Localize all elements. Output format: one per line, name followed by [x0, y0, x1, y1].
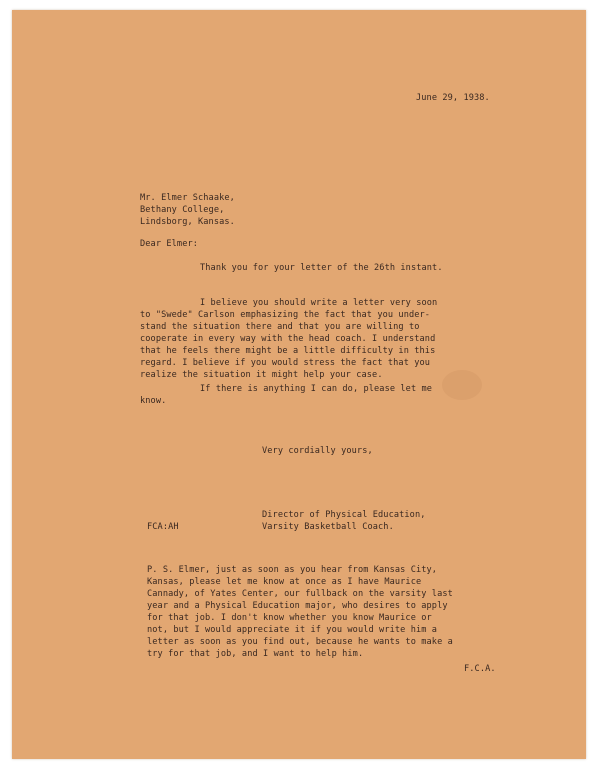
paragraph-2-line: that he feels there might be a little difficulty in this — [140, 346, 436, 356]
recipient-name: Mr. Elmer Schaake, — [140, 193, 235, 203]
recipient-city: Lindsborg, Kansas. — [140, 217, 235, 227]
postscript-line: for that job. I don't know whether you know Maurice or — [147, 613, 432, 623]
signature-title: Varsity Basketball Coach. — [262, 522, 394, 532]
paragraph-2-line: cooperate in every way with the head coach. I understand — [140, 334, 436, 344]
paragraph-2-line: regard. I believe if you would stress the fact that you — [140, 358, 431, 368]
postscript-line: Kansas, please let me know at once as I have Maurice — [147, 577, 422, 587]
paragraph-1: Thank you for your letter of the 26th instant. — [200, 263, 443, 273]
postscript-line: Cannady, of Yates Center, our fullback on the varsity last — [147, 589, 453, 599]
paragraph-2-line: realize the situation it might help your case. — [140, 370, 383, 380]
salutation: Dear Elmer: — [140, 239, 199, 249]
postscript-line: year and a Physical Education major, who desires to apply — [147, 601, 448, 611]
paper-stain — [442, 370, 482, 400]
postscript-line: try for that job, and I want to help him. — [147, 649, 364, 659]
paragraph-3-line: If there is anything I can do, please let me — [200, 384, 433, 394]
paragraph-2-line: stand the situation there and that you are willing to — [140, 322, 420, 332]
postscript-sign-off: F.C.A. — [464, 664, 496, 674]
postscript-line: not, but I would appreciate it if you would write him a — [147, 625, 438, 635]
paragraph-2-line: to "Swede" Carlson emphasizing the fact that you under- — [140, 310, 431, 320]
paragraph-2-line: I believe you should write a letter very soon — [200, 298, 438, 308]
signature-title: Director of Physical Education, — [262, 510, 426, 520]
letter-page — [12, 10, 586, 759]
paragraph-3-line: know. — [140, 396, 167, 406]
letter-date: June 29, 1938. — [416, 93, 490, 103]
closing: Very cordially yours, — [262, 446, 373, 456]
recipient-institution: Bethany College, — [140, 205, 225, 215]
postscript-line: P. S. Elmer, just as soon as you hear from Kansas City, — [147, 565, 438, 575]
postscript-line: letter as soon as you find out, because he wants to make a — [147, 637, 453, 647]
reference-initials: FCA:AH — [147, 522, 179, 532]
